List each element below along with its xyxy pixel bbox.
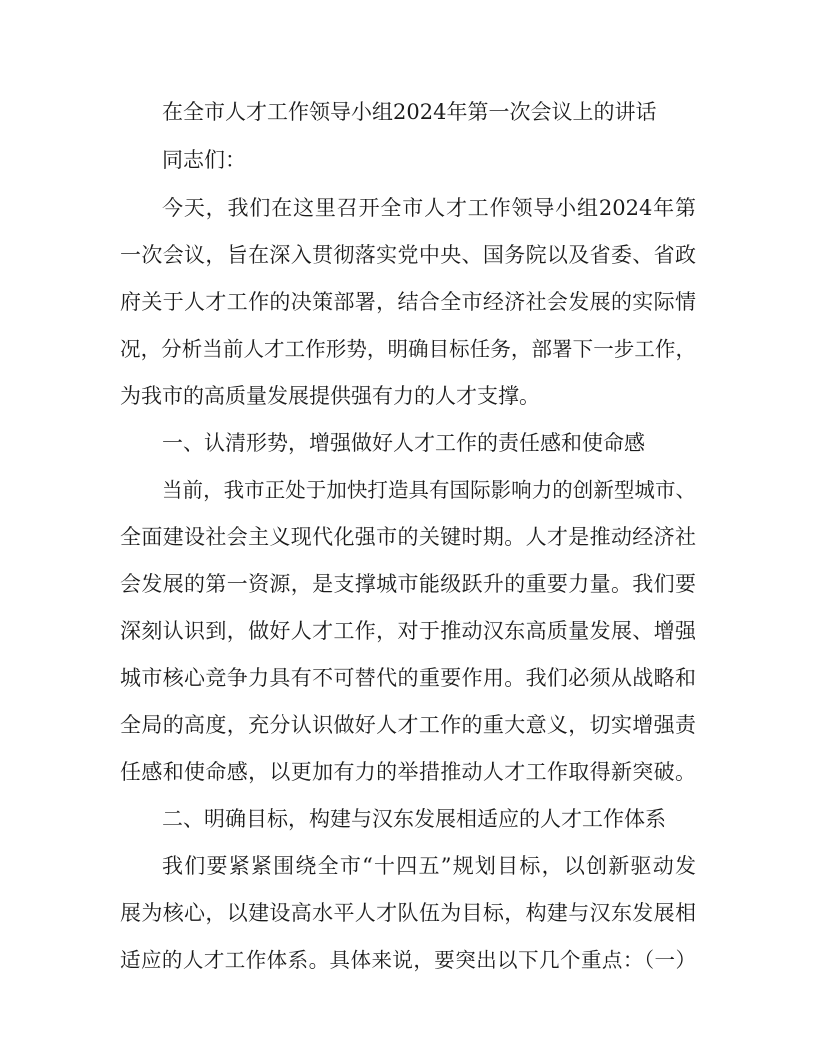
paragraph-line: 任感和使命感，以更加有力的举措推动人才工作取得新突破。 [120,760,696,784]
paragraph-line: 一次会议，旨在深入贯彻落实党中央、国务院以及省委、省政 [120,243,696,267]
paragraph-line: 会发展的第一资源，是支撑城市能级跃升的重要力量。我们要 [120,572,696,596]
paragraph-line: 城市核心竞争力具有不可替代的重要作用。我们必须从战略和 [120,666,696,690]
paragraph-line: 当前，我市正处于加快打造具有国际影响力的创新型城市、 [162,478,696,502]
paragraph-line: 全面建设社会主义现代化强市的关键时期。人才是推动经济社 [120,525,696,549]
section-heading-2: 二、明确目标，构建与汉东发展相适应的人才工作体系 [162,807,666,831]
document-title: 在全市人才工作领导小组2024年第一次会议上的讲话 [162,100,657,124]
paragraph-line: 深刻认识到，做好人才工作，对于推动汉东高质量发展、增强 [120,619,696,643]
paragraph-line: 府关于人才工作的决策部署，结合全市经济社会发展的实际情 [120,290,696,314]
paragraph-line: 适应的人才工作体系。具体来说，要突出以下几个重点：（一） [120,948,696,972]
paragraph-line: 为我市的高质量发展提供强有力的人才支撑。 [120,384,540,408]
section-heading-1: 一、认清形势，增强做好人才工作的责任感和使命感 [162,431,645,455]
paragraph-line: 我们要紧紧围绕全市“十四五”规划目标，以创新驱动发 [162,854,696,878]
paragraph-line: 全局的高度，充分认识做好人才工作的重大意义，切实增强责 [120,713,696,737]
paragraph-line: 况，分析当前人才工作形势，明确目标任务，部署下一步工作， [120,337,696,361]
salutation: 同志们： [162,148,246,172]
paragraph-line: 今天，我们在这里召开全市人才工作领导小组2024年第 [162,196,696,220]
paragraph-line: 展为核心，以建设高水平人才队伍为目标，构建与汉东发展相 [120,901,696,925]
